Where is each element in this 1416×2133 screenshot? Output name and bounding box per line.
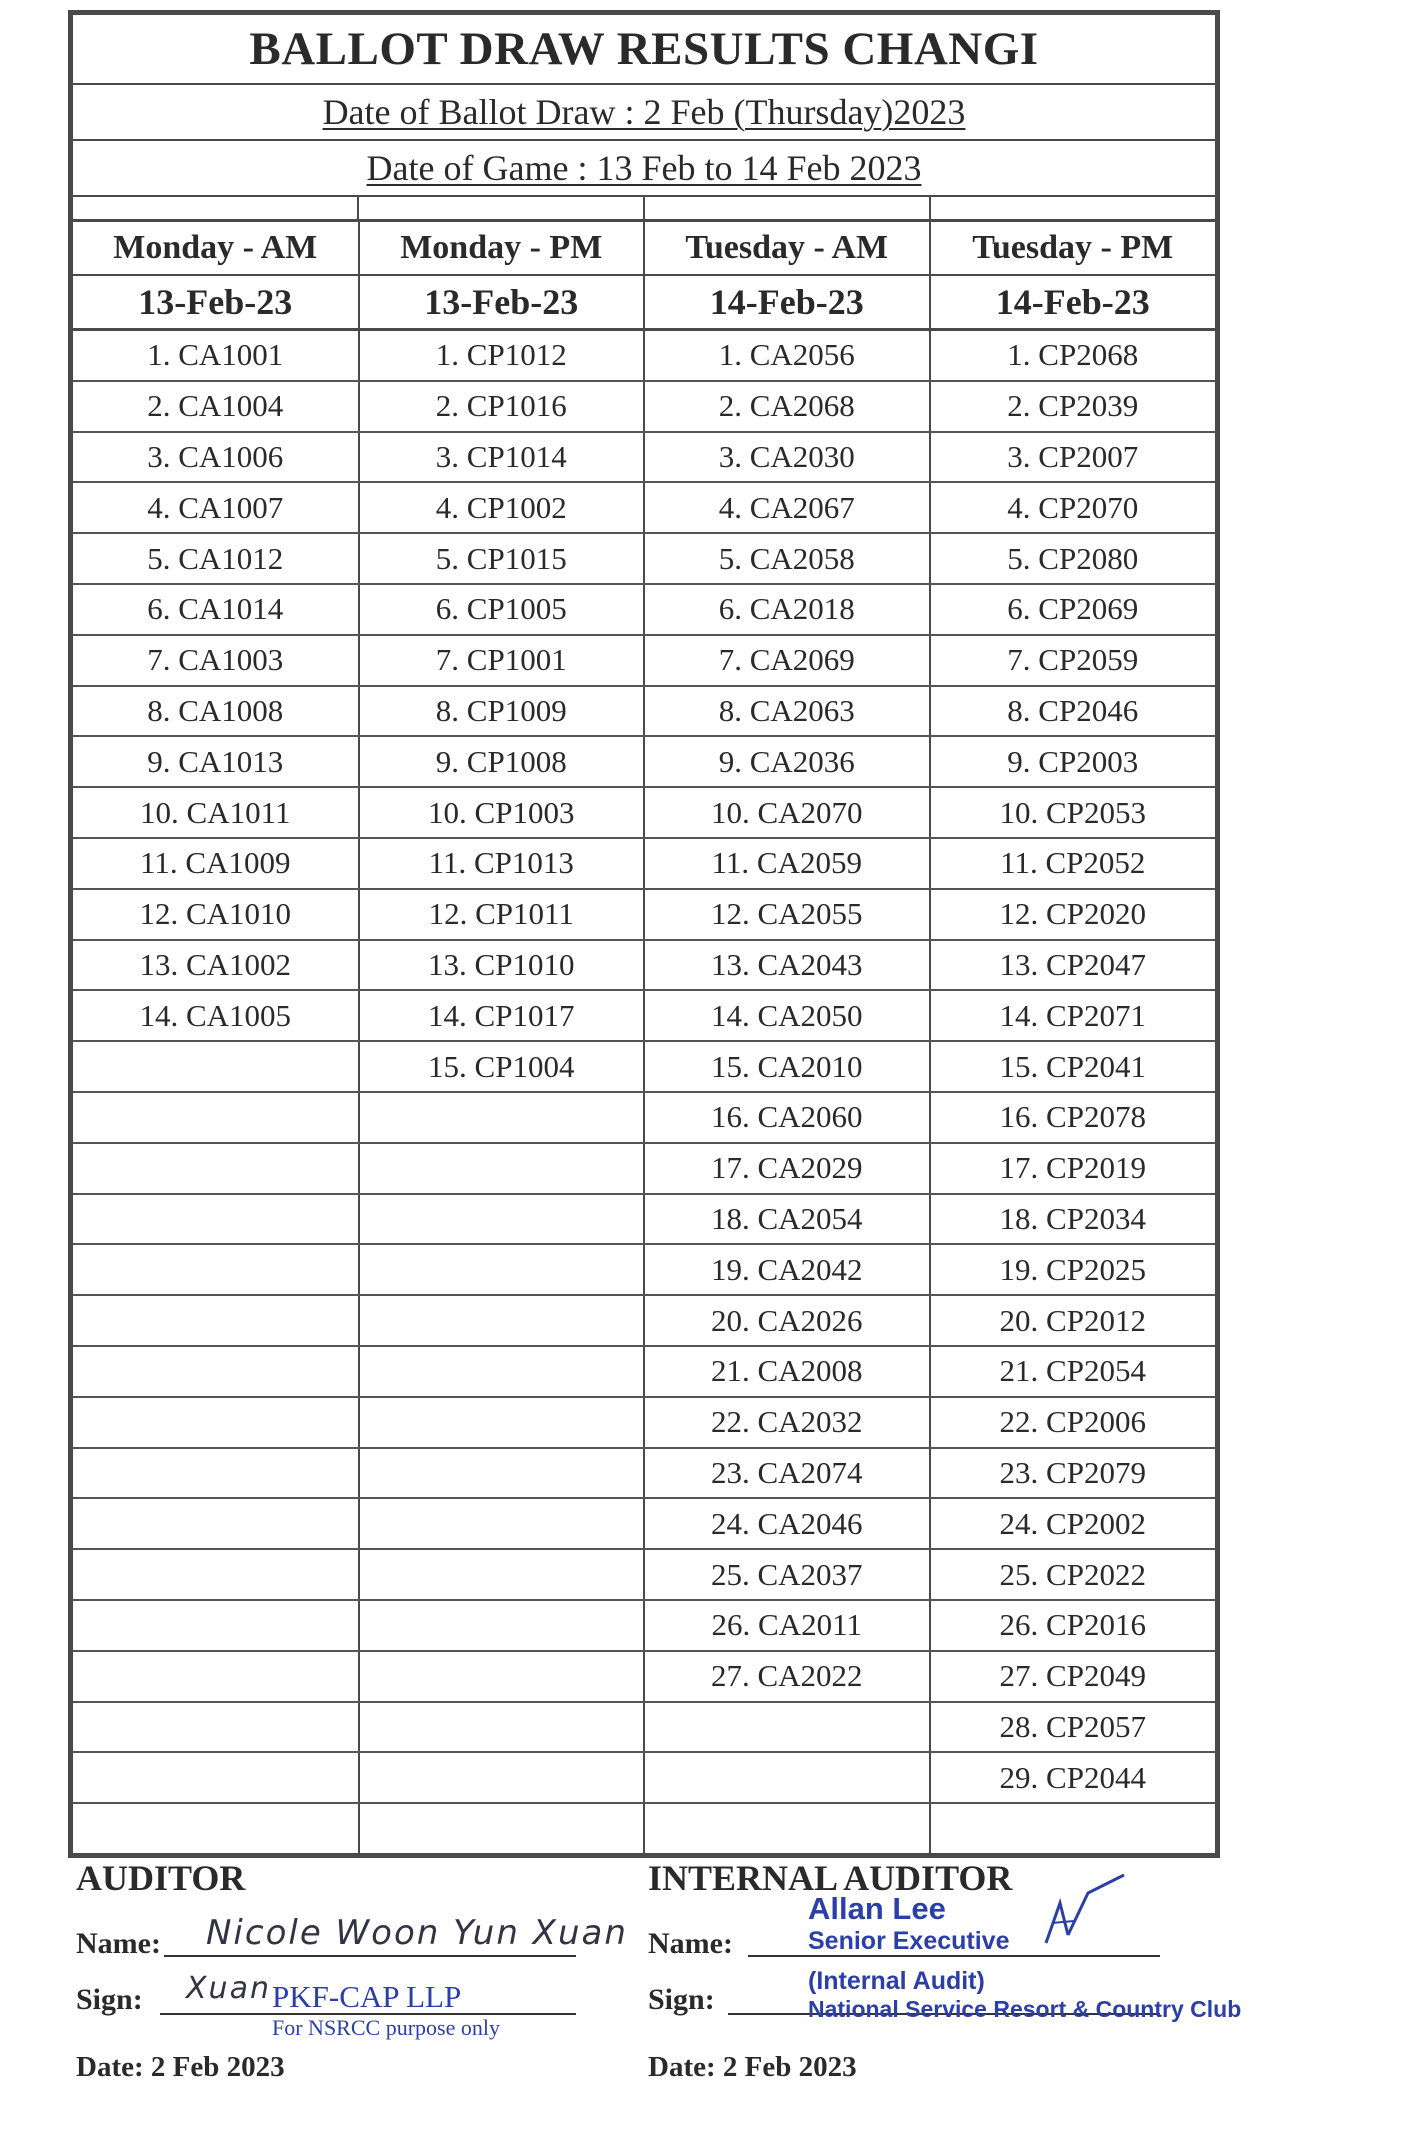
stamp-organization: National Service Resort & Country Club: [808, 1996, 1242, 2022]
table-cell: 4. CA1007: [73, 482, 359, 533]
table-cell: 2. CP2039: [930, 381, 1216, 432]
table-cell: [359, 1295, 645, 1346]
table-cell: [359, 1702, 645, 1753]
table-cell: 20. CP2012: [930, 1295, 1216, 1346]
auditor-sign-label: Sign:: [76, 1983, 143, 2016]
table-cell: [359, 1346, 645, 1397]
table-row: [73, 330, 1215, 381]
table-cell: 9. CP2003: [930, 736, 1216, 787]
table-cell: 15. CP1004: [359, 1041, 645, 1092]
internal-auditor-section: [648, 1857, 1268, 2083]
ballot-draw-date: Date of Ballot Draw : 2 Feb (Thursday)2023: [73, 85, 1215, 141]
table-row: [73, 584, 1215, 635]
table-cell: 24. CP2002: [930, 1498, 1216, 1549]
table-cell: 4. CA2067: [644, 482, 930, 533]
auditor-name-handwritten: Nicole Woon Yun Xuan: [206, 1913, 628, 1953]
table-cell: 5. CP2080: [930, 533, 1216, 584]
table-cell: 9. CA1013: [73, 736, 359, 787]
table-cell: [359, 1448, 645, 1499]
table-cell: 17. CA2029: [644, 1143, 930, 1194]
table-row: [73, 1752, 1215, 1803]
table-cell: 2. CA2068: [644, 381, 930, 432]
table-cell: 24. CA2046: [644, 1498, 930, 1549]
table-cell: [73, 1397, 359, 1448]
table-cell: [359, 1549, 645, 1600]
table-cell: 3. CP2007: [930, 432, 1216, 483]
table-cell: 10. CP1003: [359, 787, 645, 838]
internal-auditor-date: Date: 2 Feb 2023: [648, 2051, 857, 2083]
auditor-firm-stamp: PKF-CAP LLP: [272, 1979, 462, 2014]
table-cell: 22. CP2006: [930, 1397, 1216, 1448]
column-day-header: Tuesday - AM: [644, 222, 930, 275]
auditor-heading: AUDITOR: [76, 1858, 246, 1898]
table-cell: 10. CP2053: [930, 787, 1216, 838]
table-row: [73, 482, 1215, 533]
table-cell: [359, 1244, 645, 1295]
table-cell: [359, 1092, 645, 1143]
table-cell: 14. CA2050: [644, 990, 930, 1041]
column-date-header: 14-Feb-23: [644, 275, 930, 330]
table-cell: 13. CP1010: [359, 940, 645, 991]
auditor-firm-note: For NSRCC purpose only: [272, 2015, 500, 2040]
table-cell: 1. CP1012: [359, 330, 645, 381]
table-cell: [359, 1194, 645, 1245]
table-cell: 10. CA2070: [644, 787, 930, 838]
table-cell: [73, 1600, 359, 1651]
table-cell: 1. CA2056: [644, 330, 930, 381]
table-cell: 21. CA2008: [644, 1346, 930, 1397]
table-cell: 15. CP2041: [930, 1041, 1216, 1092]
table-row: [73, 635, 1215, 686]
table-cell: [359, 1397, 645, 1448]
table-cell: 3. CA2030: [644, 432, 930, 483]
table-cell: 23. CA2074: [644, 1448, 930, 1499]
table-cell: 13. CP2047: [930, 940, 1216, 991]
table-cell: 28. CP2057: [930, 1702, 1216, 1753]
table-cell: 26. CP2016: [930, 1600, 1216, 1651]
table-cell: 27. CA2022: [644, 1651, 930, 1702]
column-date-header: 14-Feb-23: [930, 275, 1216, 330]
table-cell: 6. CP2069: [930, 584, 1216, 635]
table-cell: [359, 1143, 645, 1194]
table-cell: 11. CP1013: [359, 838, 645, 889]
table-cell: 1. CP2068: [930, 330, 1216, 381]
column-day-header: Monday - AM: [73, 222, 359, 275]
table-row: [73, 1702, 1215, 1753]
table-row: [73, 1803, 1215, 1853]
table-row: [73, 1600, 1215, 1651]
auditor-name-label: Name:: [76, 1927, 161, 1960]
table-row: [73, 838, 1215, 889]
table-row: [73, 1295, 1215, 1346]
document-title: BALLOT DRAW RESULTS CHANGI: [73, 15, 1215, 85]
table-cell: [73, 1702, 359, 1753]
column-day-header: Tuesday - PM: [930, 222, 1216, 275]
table-row: [73, 1651, 1215, 1702]
table-cell: 7. CP2059: [930, 635, 1216, 686]
table-cell: 19. CA2042: [644, 1244, 930, 1295]
table-row: [73, 1397, 1215, 1448]
table-cell: 8. CP2046: [930, 686, 1216, 737]
table-cell: 17. CP2019: [930, 1143, 1216, 1194]
internal-auditor-sign-label: Sign:: [648, 1983, 715, 2016]
table-cell: [930, 1803, 1216, 1853]
table-row: [73, 1549, 1215, 1600]
auditor-signature: Xuan: [186, 1971, 271, 2006]
auditor-section: [76, 1857, 636, 2083]
table-row: [73, 1041, 1215, 1092]
table-cell: [73, 1549, 359, 1600]
table-cell: 5. CA2058: [644, 533, 930, 584]
table-cell: [73, 1041, 359, 1092]
table-cell: 5. CA1012: [73, 533, 359, 584]
table-row: [73, 1498, 1215, 1549]
table-row: [73, 940, 1215, 991]
table-cell: 19. CP2025: [930, 1244, 1216, 1295]
ballot-results-sheet: [68, 10, 1220, 1858]
table-cell: 12. CA2055: [644, 889, 930, 940]
internal-auditor-stamp-lower: [808, 1967, 1278, 2023]
table-cell: 13. CA2043: [644, 940, 930, 991]
table-row: [73, 736, 1215, 787]
table-cell: 21. CP2054: [930, 1346, 1216, 1397]
table-cell: [73, 1244, 359, 1295]
table-row: [73, 432, 1215, 483]
table-cell: 2. CA1004: [73, 381, 359, 432]
table-cell: 16. CA2060: [644, 1092, 930, 1143]
table-cell: 11. CA2059: [644, 838, 930, 889]
table-cell: [359, 1498, 645, 1549]
table-cell: 2. CP1016: [359, 381, 645, 432]
stamp-name: Allan Lee: [808, 1891, 946, 1926]
internal-auditor-heading: INTERNAL AUDITOR: [648, 1858, 1013, 1898]
table-row: [73, 1448, 1215, 1499]
table-cell: 14. CA1005: [73, 990, 359, 1041]
table-row: [73, 1346, 1215, 1397]
table-cell: 7. CA1003: [73, 635, 359, 686]
table-cell: 8. CP1009: [359, 686, 645, 737]
table-cell: 25. CP2022: [930, 1549, 1216, 1600]
table-cell: 5. CP1015: [359, 533, 645, 584]
table-cell: [644, 1752, 930, 1803]
table-row: [73, 787, 1215, 838]
table-cell: 16. CP2078: [930, 1092, 1216, 1143]
internal-auditor-signature-mark: [1038, 1873, 1128, 1953]
table-cell: [73, 1092, 359, 1143]
table-cell: 12. CP1011: [359, 889, 645, 940]
table-cell: 4. CP1002: [359, 482, 645, 533]
table-cell: 3. CA1006: [73, 432, 359, 483]
table-cell: [73, 1651, 359, 1702]
table-cell: [359, 1803, 645, 1853]
table-cell: [73, 1803, 359, 1853]
table-cell: [359, 1752, 645, 1803]
table-cell: 18. CA2054: [644, 1194, 930, 1245]
table-cell: 18. CP2034: [930, 1194, 1216, 1245]
table-cell: [73, 1143, 359, 1194]
table-cell: 22. CA2032: [644, 1397, 930, 1448]
table-cell: 1. CA1001: [73, 330, 359, 381]
stamp-title: Senior Executive: [808, 1927, 1010, 1955]
table-cell: 23. CP2079: [930, 1448, 1216, 1499]
table-cell: 10. CA1011: [73, 787, 359, 838]
table-cell: 4. CP2070: [930, 482, 1216, 533]
table-cell: [73, 1498, 359, 1549]
table-cell: 26. CA2011: [644, 1600, 930, 1651]
game-date: Date of Game : 13 Feb to 14 Feb 2023: [73, 141, 1215, 197]
table-cell: [359, 1600, 645, 1651]
table-cell: 8. CA2063: [644, 686, 930, 737]
table-cell: 11. CA1009: [73, 838, 359, 889]
table-cell: 12. CP2020: [930, 889, 1216, 940]
internal-auditor-name-label: Name:: [648, 1927, 733, 1960]
table-cell: 14. CP2071: [930, 990, 1216, 1041]
table-row: [73, 686, 1215, 737]
table-cell: 9. CA2036: [644, 736, 930, 787]
table-cell: 3. CP1014: [359, 432, 645, 483]
table-cell: 6. CA2018: [644, 584, 930, 635]
table-cell: [73, 1346, 359, 1397]
table-cell: [73, 1194, 359, 1245]
table-row: [73, 990, 1215, 1041]
table-cell: 6. CP1005: [359, 584, 645, 635]
table-cell: [73, 1295, 359, 1346]
column-day-header: Monday - PM: [359, 222, 645, 275]
table-row: [73, 1194, 1215, 1245]
table-row: [73, 1143, 1215, 1194]
results-table: [73, 222, 1215, 1853]
table-cell: 13. CA1002: [73, 940, 359, 991]
table-cell: 12. CA1010: [73, 889, 359, 940]
table-cell: 7. CA2069: [644, 635, 930, 686]
table-cell: 25. CA2037: [644, 1549, 930, 1600]
table-row: [73, 1244, 1215, 1295]
table-cell: [73, 1448, 359, 1499]
table-cell: 11. CP2052: [930, 838, 1216, 889]
table-cell: 6. CA1014: [73, 584, 359, 635]
table-cell: 15. CA2010: [644, 1041, 930, 1092]
table-row: [73, 533, 1215, 584]
table-cell: 20. CA2026: [644, 1295, 930, 1346]
header-spacer-row: [73, 197, 1215, 222]
auditor-date: Date: 2 Feb 2023: [76, 2051, 285, 2083]
table-cell: 7. CP1001: [359, 635, 645, 686]
table-cell: [644, 1702, 930, 1753]
table-cell: 29. CP2044: [930, 1752, 1216, 1803]
table-cell: [359, 1651, 645, 1702]
table-cell: 9. CP1008: [359, 736, 645, 787]
stamp-department: (Internal Audit): [808, 1967, 985, 1995]
column-date-header: 13-Feb-23: [359, 275, 645, 330]
table-cell: 14. CP1017: [359, 990, 645, 1041]
column-date-header: 13-Feb-23: [73, 275, 359, 330]
table-cell: 8. CA1008: [73, 686, 359, 737]
table-cell: [644, 1803, 930, 1853]
table-cell: [73, 1752, 359, 1803]
table-row: [73, 381, 1215, 432]
table-row: [73, 1092, 1215, 1143]
table-row: [73, 889, 1215, 940]
table-cell: 27. CP2049: [930, 1651, 1216, 1702]
